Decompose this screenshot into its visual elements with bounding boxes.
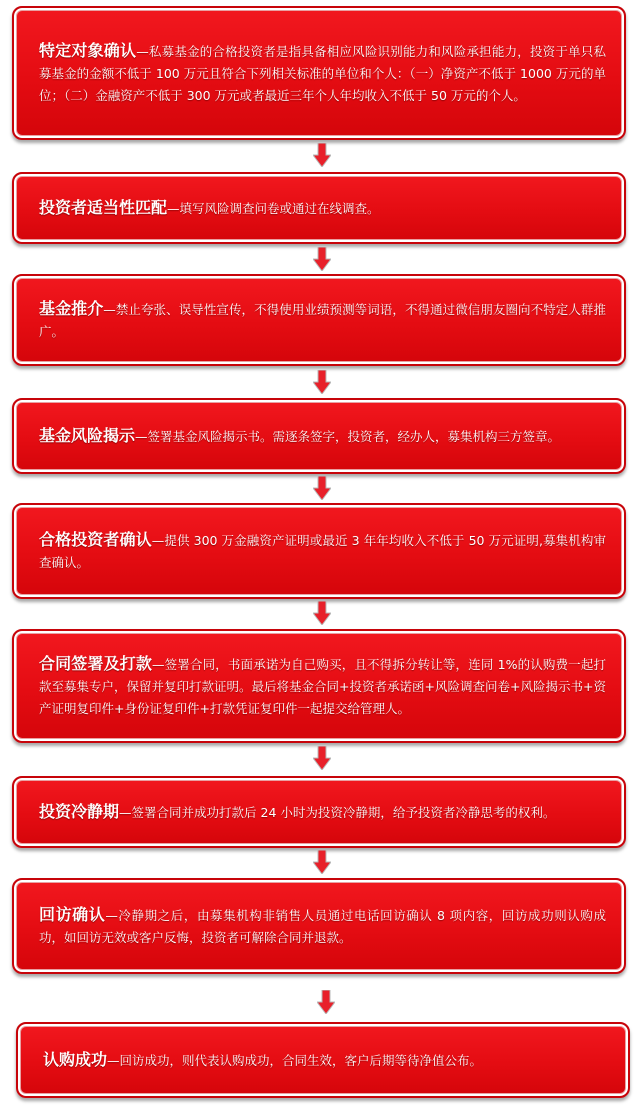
- step-text: [39, 40, 606, 107]
- step-box: [12, 776, 626, 848]
- step-text: [39, 653, 606, 720]
- step-body: —签署合同并成功打款后 24 小时为投资冷静期，给予投资者冷静思考的权利。: [119, 804, 556, 820]
- step-body: —禁止夸张、误导性宣传，不得使用业绩预测等词语，不得通过微信朋友圈向不特定人群推广。: [39, 301, 606, 339]
- step-box: [12, 6, 626, 140]
- step-box: [12, 398, 626, 474]
- step-title: 合格投资者确认: [39, 529, 152, 549]
- step-body: —签署基金风险揭示书。需逐条签字，投资者，经办人，募集机构三方签章。: [135, 428, 561, 444]
- step-title: 合同签署及打款: [39, 653, 153, 673]
- step-title: 投资者适当性匹配: [39, 197, 168, 217]
- step-box: [12, 629, 626, 743]
- step-title: 投资冷静期: [39, 801, 120, 821]
- down-arrow-icon: [313, 746, 331, 770]
- step-text: [39, 298, 606, 343]
- step-title: 回访确认: [39, 904, 106, 924]
- down-arrow-icon: [313, 850, 331, 874]
- step-body: —填写风险调查问卷或通过在线调查。: [167, 200, 380, 216]
- step-title: 特定对象确认: [39, 40, 137, 60]
- step-box: [12, 274, 626, 366]
- down-arrow-icon: [313, 476, 331, 500]
- down-arrow-icon: [313, 370, 331, 394]
- step-text: [39, 425, 560, 448]
- step-text: [39, 197, 380, 220]
- down-arrow-icon: [313, 247, 331, 271]
- down-arrow-icon: [313, 601, 331, 625]
- step-body: —回访成功，则代表认购成功，合同生效，客户后期等待净值公布。: [107, 1052, 483, 1068]
- step-body: —提供 300 万金融资产证明或最近 3 年年均收入不低于 50 万元证明,募集机构审查确认。: [39, 532, 606, 570]
- step-body: —冷静期之后，由募集机构非销售人员通过电话回访确认 8 项内容，回访成功则认购成功，如回访无效或客户反悔，投资者可解除合同并退款。: [39, 907, 606, 945]
- step-box: [12, 172, 626, 244]
- step-text: [43, 1049, 482, 1072]
- step-body: —私募基金的合格投资者是指具备相应风险识别能力和风险承担能力，投资于单只私募基金的金额不低于 100 万元且符合下列相关标准的单位和个人：（一）净资产不低于 1000 万元的单位；（二）金融资产不低于 300 万元或者最近三年个人年均收入不低于 50 万元的个人。: [39, 43, 606, 103]
- step-box: [12, 503, 626, 599]
- down-arrow-icon: [317, 990, 335, 1014]
- step-box: [12, 878, 626, 974]
- step-text: [39, 529, 606, 574]
- down-arrow-icon: [313, 143, 331, 167]
- step-text: [39, 904, 606, 949]
- step-title: 基金风险揭示: [39, 425, 136, 445]
- step-box: [16, 1022, 630, 1098]
- step-body: —签署合同，书面承诺为自己购买，且不得拆分转让等，连同 1%的认购费一起打款至募集专户，保留并复印打款证明。最后将基金合同+投资者承诺函+风险调查问卷+风险揭示书+资产证明复印件+身份证复印件+打款凭证复印件一起提交给管理人。: [39, 656, 606, 716]
- step-text: [39, 801, 555, 824]
- step-title: 基金推介: [39, 298, 104, 318]
- step-title: 认购成功: [43, 1049, 108, 1069]
